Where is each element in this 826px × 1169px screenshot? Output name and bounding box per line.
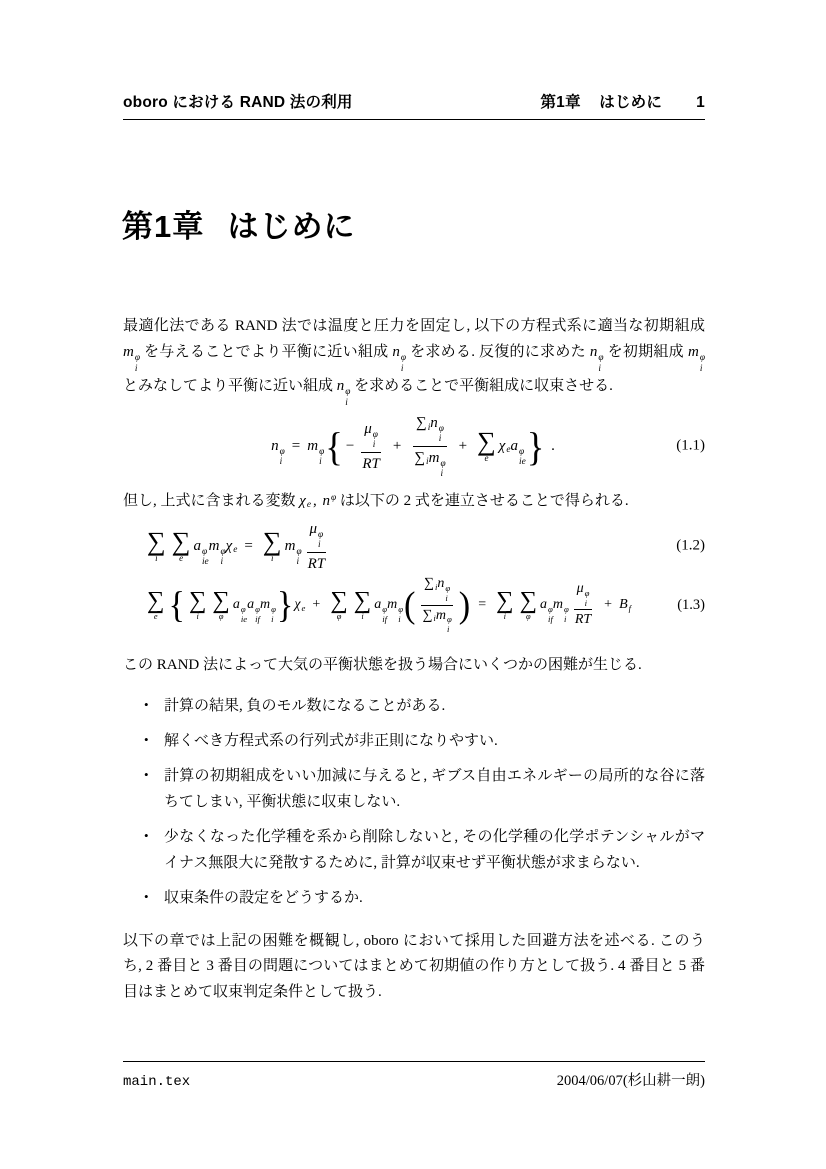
paragraph-note: 但し, 上式に含まれる変数 χe , $n^\varphi$ は以下の 2 式を連立させることで得られる. <box>123 492 629 511</box>
bullet-icon: • <box>144 888 149 904</box>
equation-1-3 <box>123 574 705 636</box>
header-chapter-label: 第1章 <box>540 94 581 111</box>
paragraph-difficulties: この RAND 法によって大気の平衡状態を扱う場合にいくつかの困難が生じる. <box>123 657 642 674</box>
list-item-text: 収束条件の設定をどうするか. <box>164 889 363 906</box>
bullet-icon: • <box>144 766 149 782</box>
equation-1-1-body: n φ i = m φ i { − μ φ i RT + ∑in φ i ∑im φ i + ∑ e χea φ ie } . <box>271 414 555 480</box>
list-item <box>144 729 705 755</box>
list-item <box>144 764 705 816</box>
list-item <box>144 825 705 877</box>
list-item <box>144 886 705 912</box>
equation-1-2 <box>123 519 705 574</box>
equation-number: (1.3) <box>677 596 705 613</box>
equation-1-2-body: ∑ i ∑ e a φ ie m φ i χe = ∑ i m φ i μ φ i RT <box>147 520 326 572</box>
header-section-label: はじめに <box>599 94 663 111</box>
footer-date-author: 2004/06/07(杉山耕一朗) <box>556 1073 705 1089</box>
equation-1-1 <box>123 413 705 480</box>
bullet-icon: • <box>144 827 149 843</box>
chapter-title <box>122 201 356 246</box>
footer-filename: main.tex <box>123 1074 191 1090</box>
header-chapter-info <box>540 90 705 112</box>
equation-number: (1.1) <box>676 438 705 455</box>
header-document-title: oboro における RAND 法の利用 <box>123 94 353 111</box>
header-page-number: 1 <box>696 94 705 111</box>
list-item <box>144 694 705 720</box>
list-item-text: 解くべき方程式系の行列式が非正則になりやすい. <box>164 732 498 749</box>
chapter-title-text: はじめに <box>227 209 356 244</box>
list-item-text: 少なくなった化学種を系から削除しないと, その化学種の化学ポテンシャルがマイナス無限大に発散するために, 計算が収束せず平衡状態が求まらない. <box>164 828 705 871</box>
page-footer <box>123 1061 705 1090</box>
paragraph-closing: 以下の章では上記の困難を概観し, oboro において採用した回避方法を述べる. このうち, 2 番目と 3 番目の問題についてはまとめて初期値の作り方として扱う. 4 番目と 5 番目はまとめて収束判定条件として扱う. <box>123 932 705 1001</box>
bullet-icon: • <box>144 696 149 712</box>
paragraph-intro: 最適化法である RAND 法では温度と圧力を固定し, 以下の方程式系に適当な初期組成 m φ i を与えることでより平衡に近い組成 n φ i を求める. 反復的に求めた n φ i を初期組成 m φ i とみなしてより平衡に近い組成 n φ i を求めることで平衡組成に収束させる. <box>123 318 705 408</box>
list-item-text: 計算の結果, 負のモル数になることがある. <box>164 697 446 714</box>
bullet-icon: • <box>144 731 149 747</box>
difficulty-list <box>123 694 705 912</box>
equation-number: (1.2) <box>676 538 705 555</box>
chapter-number: 第1章 <box>122 209 205 244</box>
page-header <box>123 90 705 120</box>
list-item-text: 計算の初期組成をいい加減に与えると, ギブス自由エネルギーの局所的な谷に落ちてしまい, 平衡状態に収束しない. <box>164 767 705 810</box>
equation-1-3-body: ∑ e { ∑ i ∑ φ a φ ie a φ if m φ i }χe + ∑ φ ∑ i a φ if m φ i ( ∑in φ i ∑im φ i ) = ∑ i ∑ φ a φ if m φ i μ φ i RT + Bf <box>147 576 632 635</box>
body-content <box>123 314 705 1006</box>
